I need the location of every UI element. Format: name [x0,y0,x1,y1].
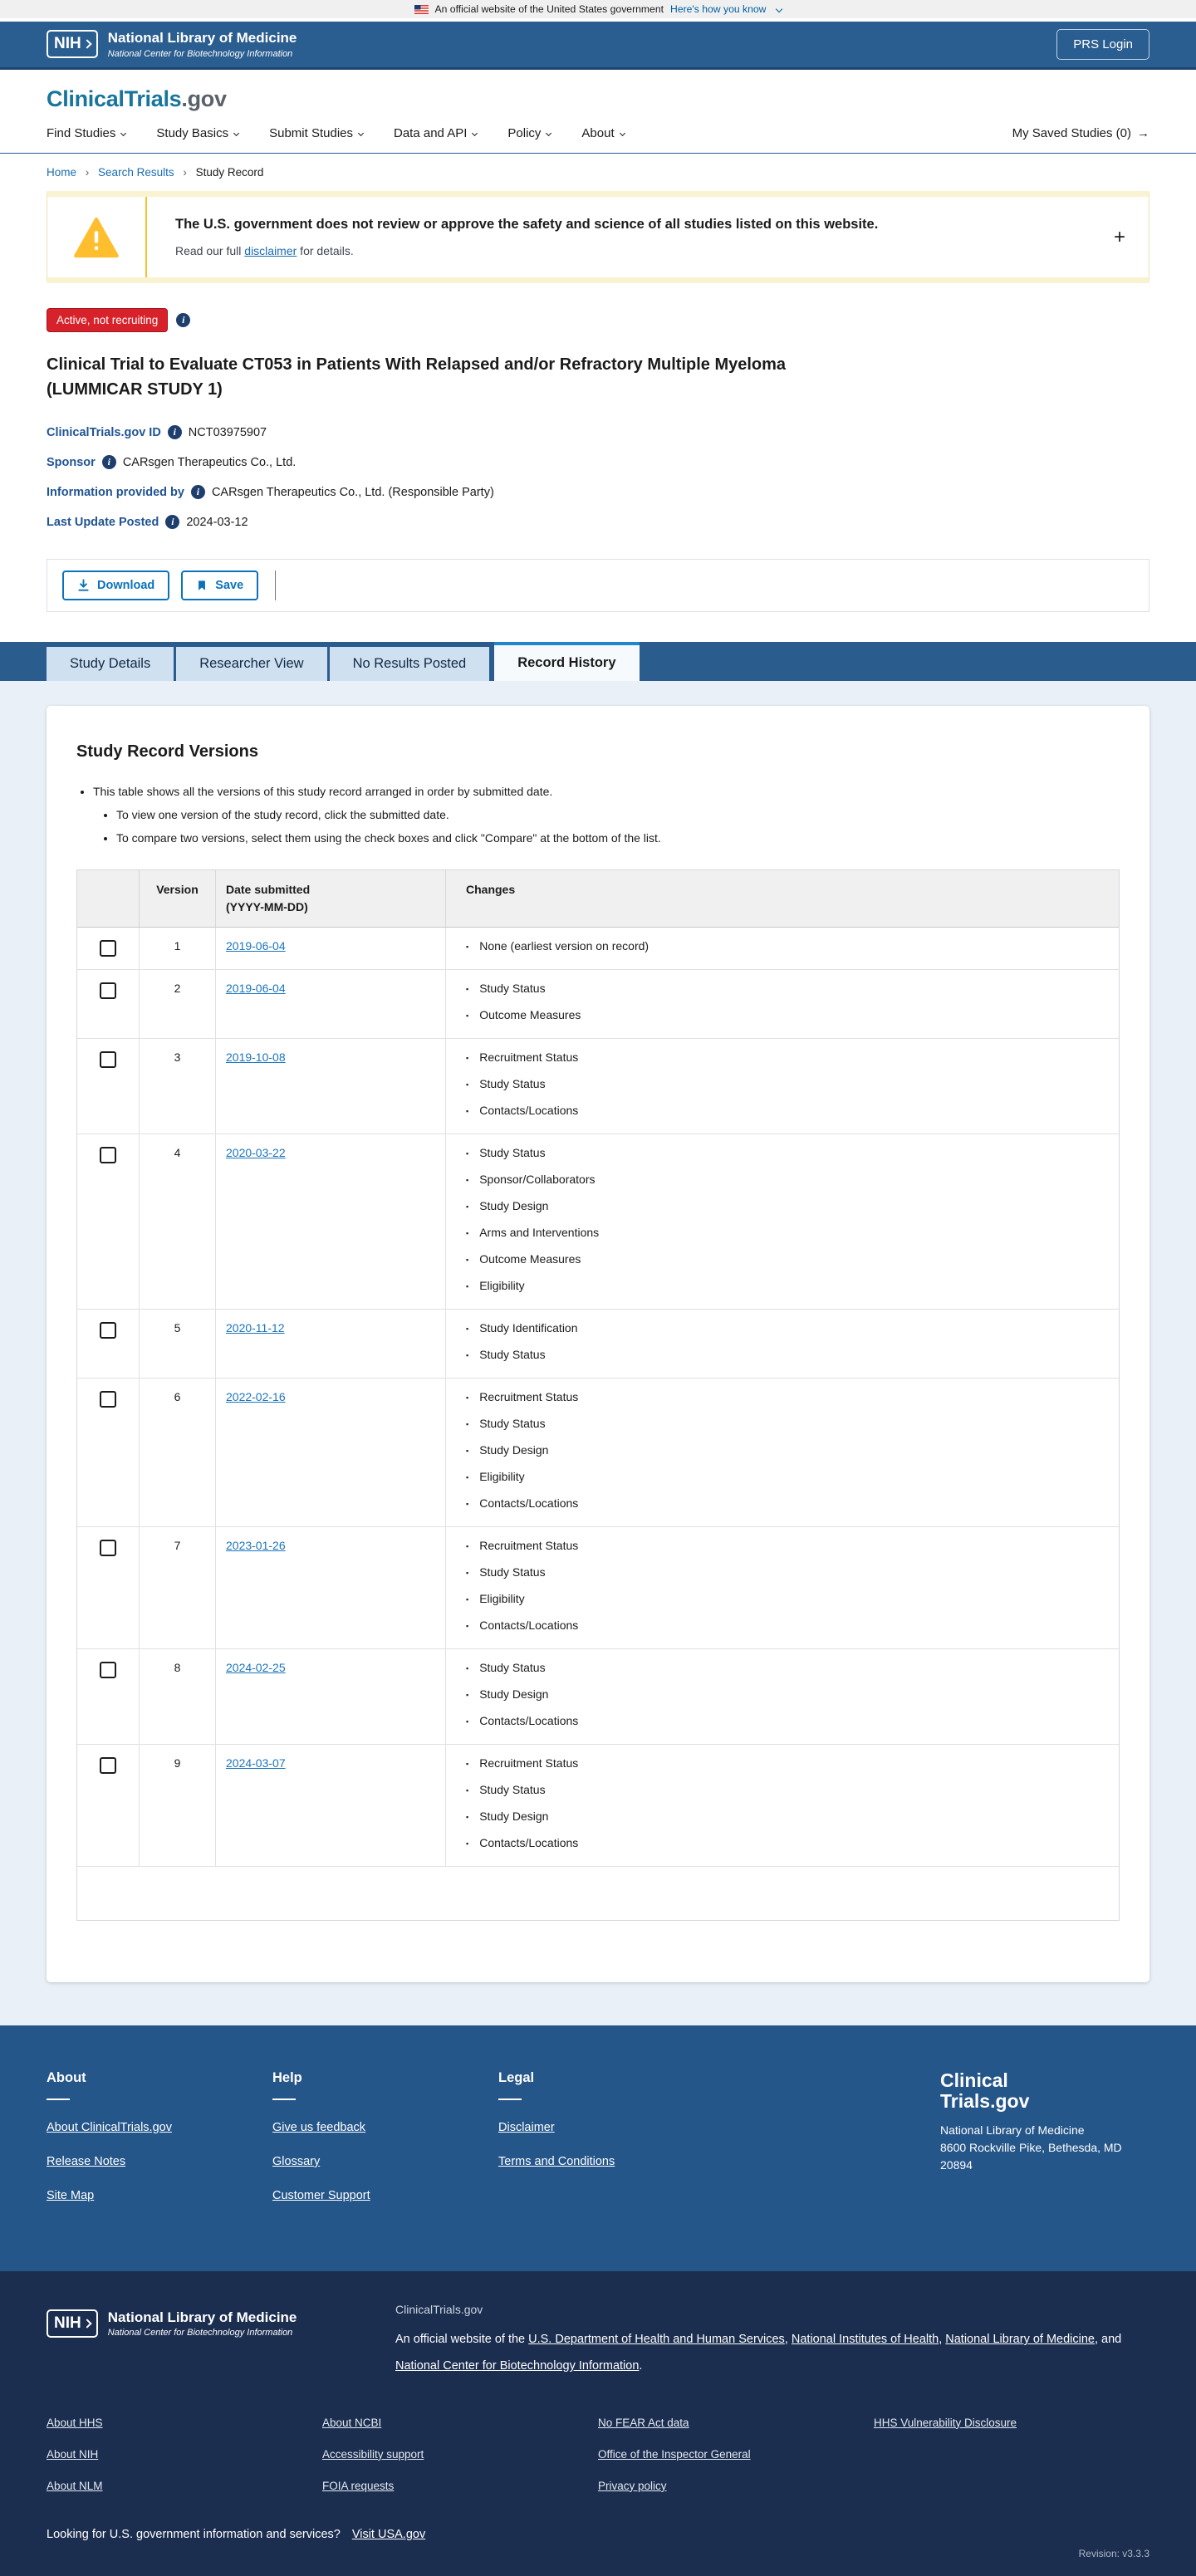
table-row: 8 2024-02-25 ▪ Study Status ▪ Study Design ▪ Contacts/Locations [77,1649,1119,1745]
chevron-down-icon [358,130,364,136]
footer-link-terms-and-conditions[interactable]: Terms and Conditions [498,2155,615,2168]
tab-researcher-view[interactable]: Researcher View [176,647,326,681]
footer-link-inspector-general[interactable]: Office of the Inspector General [598,2447,751,2461]
footer-links-grid [47,2417,1149,2511]
chevron-down-icon [546,130,551,136]
info-icon[interactable]: i [102,455,116,469]
save-button[interactable]: Save [181,571,258,600]
version-checkbox[interactable] [100,940,116,957]
arrow-right-icon: → [1137,126,1149,140]
footer-link-site-map[interactable]: Site Map [47,2189,95,2202]
breadcrumb-home-link[interactable]: Home [47,166,77,179]
sponsor-value: CARsgen Therapeutics Co., Ltd. [122,455,297,469]
last-update-posted-value: 2024-03-12 [186,515,248,529]
download-icon [77,579,90,592]
footer-link-foia-requests[interactable]: FOIA requests [322,2479,395,2492]
intro-sub-bullet: • To view one version of the study record, click the submitted date. [116,808,1120,821]
breadcrumb [47,154,1149,180]
nlm-footer [0,2271,1196,2576]
disclaimer-headline: The U.S. government does not review or approve the safety and science of all studies listed on this website. [175,217,879,232]
hhs-link[interactable]: U.S. Department of Health and Human Services [528,2333,785,2346]
information-provided-by-row: Information provided by i CARsgen Therapeutics Co., Ltd. (Responsible Party) [47,485,494,499]
nlm-title: National Library of Medicine [107,30,297,47]
chevron-down-icon [233,130,239,136]
footer-link-about-hhs[interactable]: About HHS [47,2416,103,2429]
footer-link-release-notes[interactable]: Release Notes [47,2155,126,2168]
my-saved-studies-link[interactable]: My Saved Studies (0) → [1012,126,1149,140]
nlm-footer-logo[interactable] [47,2303,395,2380]
footer-link-about-nlm[interactable]: About NLM [47,2479,103,2492]
bookmark-icon [196,579,208,592]
prs-login-button[interactable]: PRS Login [1056,29,1149,60]
study-toolbar [47,559,1149,612]
footer-link-privacy-policy[interactable]: Privacy policy [598,2479,667,2492]
info-icon[interactable]: i [168,425,182,439]
table-row: 3 2019-10-08 ▪ Recruitment Status ▪ Study Status ▪ Contacts/Locations [77,1039,1119,1134]
footer-address: 8600 Rockville Pike, Bethesda, MD 20894 [940,2140,1122,2172]
info-icon[interactable]: i [165,515,179,529]
usa-gov-line: Looking for U.S. government information and services? Visit USA.gov [47,2527,426,2541]
nlm-footer-subtitle: National Center for Biotechnology Information [107,2328,293,2338]
table-row: 2 2019-06-04 ▪ Study Status ▪ Outcome Measures [77,970,1119,1039]
footer-help-column [272,2070,498,2223]
footer-link-about-clinicaltrials[interactable]: About ClinicalTrials.gov [47,2121,172,2134]
nav-submit-studies[interactable]: Submit Studies [269,126,363,140]
chevron-down-icon [776,6,782,12]
checkbox-column-header [77,870,139,927]
footer-site-label: ClinicalTrials.gov [395,2303,483,2316]
information-provided-by-value: CARsgen Therapeutics Co., Ltd. (Responsible Party) [211,485,494,499]
table-row: 4 2020-03-22 ▪ Study Status ▪ Sponsor/Collaborators ▪ Study Design ▪ Arms and Interventions ▪ Outcome Measures ▪ Eligibility [77,1134,1119,1310]
table-row: 5 2020-11-12 ▪ Study Identification ▪ Study Status [77,1310,1119,1379]
nlm-subtitle: National Center for Biotechnology Information [107,48,293,59]
nlm-logo[interactable] [47,30,297,58]
chevron-down-icon [120,130,126,136]
footer-about-column [47,2070,272,2223]
nlm-header [0,22,1196,70]
ncbi-link[interactable]: National Center for Biotechnology Information [395,2358,640,2373]
footer-link-accessibility-support[interactable]: Accessibility support [322,2447,424,2461]
nlm-link[interactable]: National Library of Medicine [945,2333,1095,2346]
nav-find-studies[interactable]: Find Studies [47,126,125,140]
nih-logo-chevron-icon [82,2319,91,2328]
version-date-link[interactable]: 2019-06-04 [226,982,286,995]
main-nav [47,126,1149,153]
study-record-versions-card [47,706,1149,1982]
date-column-header: Date submitted (YYYY-MM-DD) [215,870,445,927]
nih-logo: NIH [47,30,98,58]
disclaimer-body: Read our full disclaimer for details. [175,244,354,257]
nih-link[interactable]: National Institutes of Health [791,2333,939,2346]
expand-banner-icon[interactable]: + [1113,225,1125,248]
version-column-header: Version [139,870,215,927]
version-date-link[interactable]: 2020-03-22 [226,1146,286,1159]
revision-label: Revision: v3.3.3 [1078,2547,1149,2559]
record-history-panel [0,681,1196,2025]
site-footer [0,2025,1196,2271]
nih-logo-chevron-icon [82,40,91,49]
nih-logo: NIH [47,2309,98,2338]
section-heading: Study Record Versions [76,742,258,761]
version-checkbox[interactable] [100,1147,116,1163]
clinicaltrials-logo[interactable]: ClinicalTrials.gov [47,86,227,111]
disclaimer-link[interactable]: disclaimer [244,244,297,257]
version-date-link[interactable]: 2019-10-08 [226,1050,286,1064]
status-row [47,308,1149,332]
version-date-link[interactable]: 2024-02-25 [226,1661,286,1674]
version-checkbox[interactable] [100,982,116,999]
site-header [0,70,1196,154]
table-row: 1 2019-06-04 ▪ None (earliest version on record) [77,928,1119,970]
tab-no-results-posted[interactable]: No Results Posted [330,647,490,681]
chevron-down-icon [620,130,625,136]
info-icon[interactable]: i [176,313,190,327]
changes-column-header: Changes [445,870,1119,927]
chevron-down-icon [472,130,478,136]
version-date-link[interactable]: 2019-06-04 [226,939,286,953]
breadcrumb-search-results-link[interactable]: Search Results [98,166,174,179]
version-checkbox[interactable] [100,1051,116,1068]
footer-clinicaltrials-logo: Clinical Trials.gov [940,2069,1030,2113]
version-checkbox[interactable] [100,1757,116,1774]
status-badge: Active, not recruiting [47,308,168,332]
footer-legal-column [498,2070,724,2223]
footer-heading-rule [272,2099,296,2100]
tab-bar [0,642,1196,681]
table-row: 9 2024-03-07 ▪ Recruitment Status ▪ Study Status ▪ Study Design ▪ Contacts/Locations [77,1745,1119,1867]
nav-about[interactable]: About [581,126,624,140]
study-title: Clinical Trial to Evaluate CT053 in Patients With Relapsed and/or Refractory Multiple Myeloma (LUMMICAR STUDY 1) [47,355,787,399]
intro-bullet: • This table shows all the versions of this study record arranged in order by submitted date. • To view one version of the study record, click the submitted date. • To compare two versions, select them using the check boxes and click "Compare" at the bottom of the list. [93,785,1120,845]
footer-link-about-nih[interactable]: About NIH [47,2447,99,2461]
nlm-footer-title: National Library of Medicine [107,2309,297,2325]
version-date-link[interactable]: 2020-11-12 [226,1321,285,1335]
footer-heading: Help [272,2070,302,2085]
table-intro [76,785,1120,845]
toolbar-divider [275,571,276,600]
footer-heading-rule [498,2099,522,2100]
official-statement: An official website of the U.S. Department of Health and Human Services, National Institutes of Health, National Library of Medicine, and National Center for Biotechnology Information. [395,2333,1122,2373]
footer-link-hhs-vulnerability-disclosure[interactable]: HHS Vulnerability Disclosure [874,2416,1017,2429]
intro-sub-bullet: • To compare two versions, select them using the check boxes and click "Compare" at the bottom of the list. [116,831,1120,845]
info-icon[interactable]: i [191,485,205,499]
footer-link-give-us-feedback[interactable]: Give us feedback [272,2121,366,2134]
footer-heading-rule [47,2099,70,2100]
footer-org: National Library of Medicine [940,2123,1085,2137]
version-checkbox[interactable] [100,1662,116,1678]
warning-icon-cell [47,197,145,277]
last-update-posted-row: Last Update Posted i 2024-03-12 [47,515,248,529]
study-id-row: ClinicalTrials.gov ID i NCT03975907 [47,425,267,439]
table-footer [77,1867,1119,1920]
footer-heading: About [47,2070,86,2085]
footer-link-glossary[interactable]: Glossary [272,2155,321,2168]
download-button[interactable]: Download [62,571,169,600]
breadcrumb-current: Study Record [195,166,264,179]
version-date-link[interactable]: 2022-02-16 [226,1390,286,1403]
nav-data-and-api[interactable]: Data and API [394,126,477,140]
gov-banner [0,0,1196,22]
disclaimer-banner [47,191,1149,283]
us-flag-icon [414,5,429,14]
table-row: 7 2023-01-26 ▪ Recruitment Status ▪ Study Status ▪ Eligibility ▪ Contacts/Locations [77,1527,1119,1649]
version-date-link[interactable]: 2023-01-26 [226,1539,286,1552]
gov-banner-text: An official website of the United States government [434,3,664,15]
breadcrumb-separator: › [85,166,90,179]
visit-usa-gov-link[interactable]: Visit USA.gov [351,2527,426,2541]
gov-banner-how-link[interactable]: Here's how you know [670,3,767,15]
footer-link-disclaimer[interactable]: Disclaimer [498,2121,555,2134]
nav-study-basics[interactable]: Study Basics [156,126,238,140]
version-checkbox[interactable] [100,1540,116,1556]
version-checkbox[interactable] [100,1391,116,1408]
table-header-row [77,870,1119,928]
warning-triangle-icon [74,217,119,258]
study-id-value: NCT03975907 [188,425,267,439]
table-row: 6 2022-02-16 ▪ Recruitment Status ▪ Study Status ▪ Study Design ▪ Eligibility ▪ Contacts/Locations [77,1379,1119,1527]
footer-link-about-ncbi[interactable]: About NCBI [322,2416,382,2429]
tab-study-details[interactable]: Study Details [47,647,174,681]
tab-record-history[interactable]: Record History [494,642,639,681]
sponsor-row: Sponsor i CARsgen Therapeutics Co., Ltd. [47,455,297,469]
footer-heading: Legal [498,2070,535,2085]
footer-link-no-fear-act[interactable]: No FEAR Act data [598,2416,689,2429]
version-date-link[interactable]: 2024-03-07 [226,1756,286,1770]
breadcrumb-separator: › [183,166,187,179]
versions-table [76,869,1120,1921]
nav-policy[interactable]: Policy [507,126,551,140]
version-checkbox[interactable] [100,1322,116,1339]
footer-link-customer-support[interactable]: Customer Support [272,2189,370,2202]
footer-brand-block [940,2070,1149,2223]
